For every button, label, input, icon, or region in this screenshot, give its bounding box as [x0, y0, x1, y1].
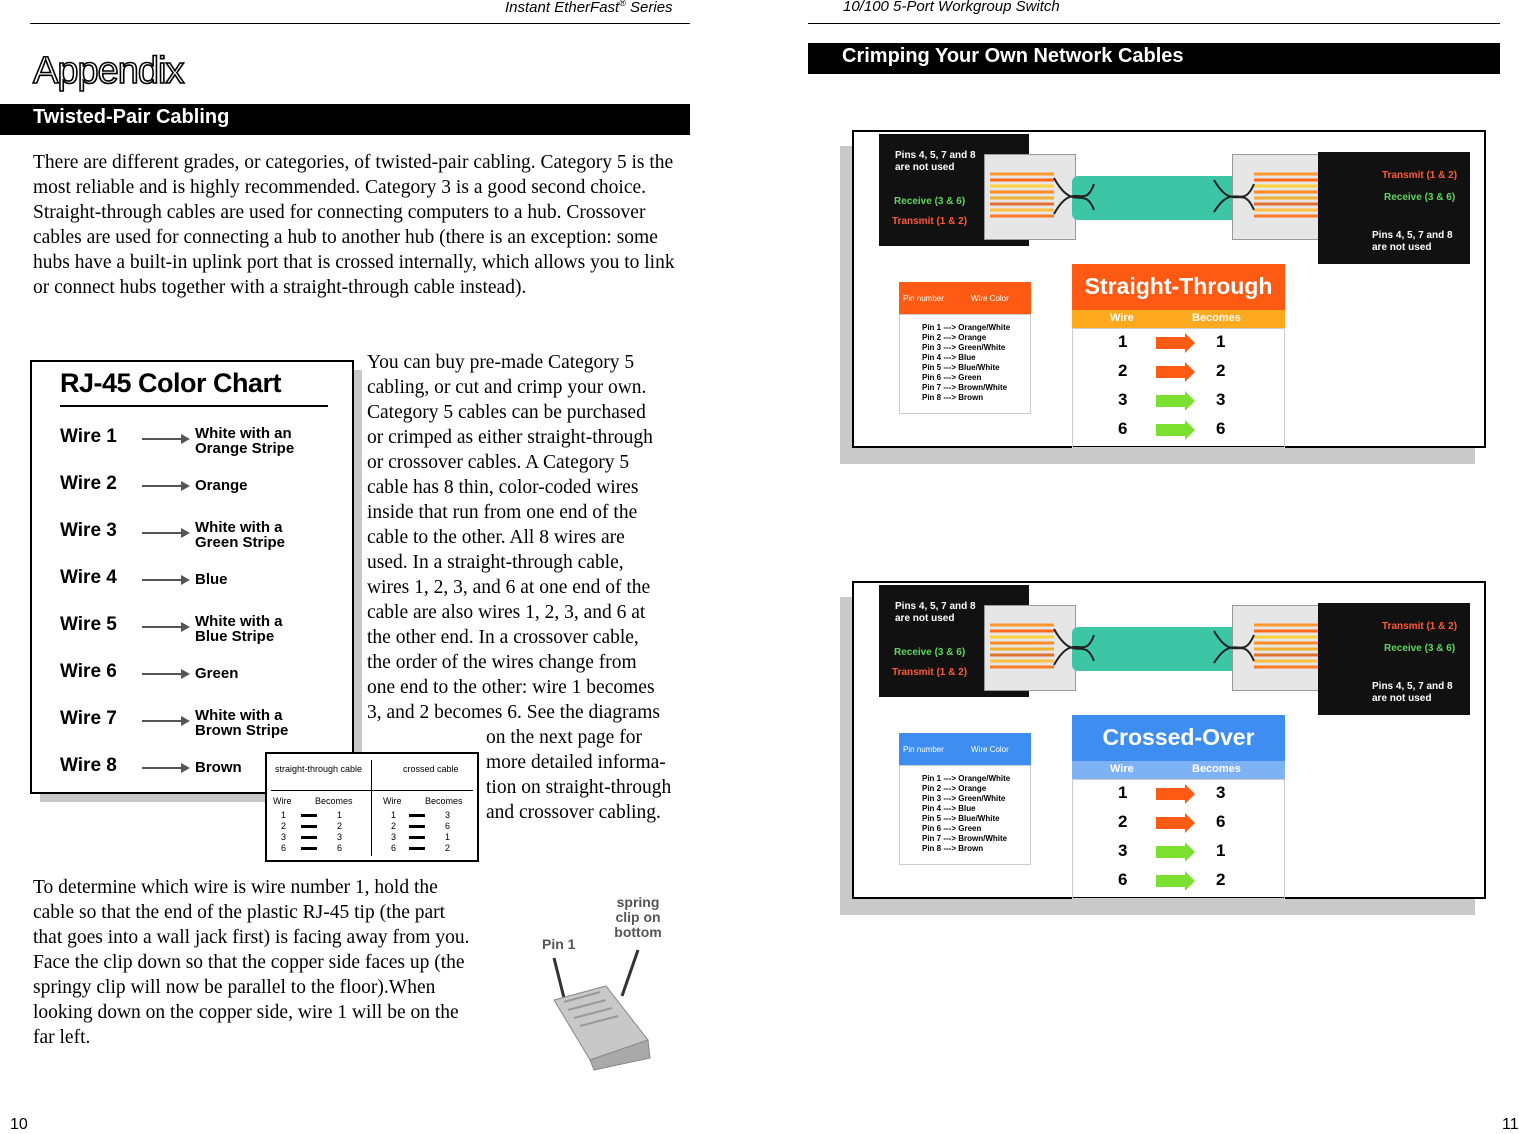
wire-number: 1 — [1118, 332, 1128, 351]
text-line: cable to the other. All 8 wires are — [367, 527, 625, 548]
pin1-label: Pin 1 — [542, 936, 576, 952]
text-line: the order of the wires change from — [367, 652, 637, 673]
text-line: looking down on the copper side, wire 1 will be on the — [33, 1002, 459, 1023]
wire-color-line: White with a — [195, 519, 283, 536]
mini-cell: 2 — [281, 821, 287, 831]
mini-head-straight: straight-through cable — [275, 764, 363, 774]
mini-head-crossed: crossed cable — [403, 764, 459, 774]
mini-bar-icon — [409, 814, 425, 817]
pin-row: Pin 6 ---> Green — [922, 824, 982, 833]
becomes-number: 2 — [1216, 361, 1226, 380]
text-line: spring — [616, 894, 660, 910]
text-line: tion on straight-through — [486, 777, 672, 798]
wire-color-line: Blue Stripe — [195, 628, 275, 645]
registered-mark: ® — [619, 0, 626, 8]
wire-label: Wire 3 — [60, 520, 117, 541]
text-line: inside that run from one end of the — [367, 502, 638, 523]
wire-color-line: Green — [195, 665, 239, 682]
wire-color-line: Green Stripe — [195, 534, 286, 551]
col-wire-label: Wire — [1110, 312, 1134, 324]
mini-cell: 1 — [445, 832, 451, 842]
text-line: cable has 8 thin, color-coded wires — [367, 477, 639, 498]
wire-label: Wire 8 — [60, 755, 117, 776]
rj45-color-chart — [30, 360, 354, 794]
text-line: To determine which wire is wire number 1, hold the — [33, 877, 438, 898]
wire-color-line: White with an — [195, 425, 292, 442]
left-transmit-label: Transmit (1 & 2) — [892, 667, 968, 678]
right-head-rule — [808, 23, 1500, 24]
page-title: Appendix — [33, 50, 184, 92]
running-head-text: Instant EtherFast — [505, 0, 620, 16]
left-receive-label: Receive (3 & 6) — [894, 196, 966, 207]
wire-number: 6 — [1118, 870, 1128, 889]
pin-row: Pin 2 ---> Orange — [922, 784, 987, 793]
mini-bar-icon — [409, 847, 425, 850]
arrow-icon — [1156, 337, 1186, 349]
arrow-icon — [1156, 846, 1186, 858]
block-line: Pins 4, 5, 7 and 8 — [1372, 681, 1453, 692]
wire-color — [195, 708, 288, 738]
category5-tail-lines — [486, 725, 691, 825]
mini-divider — [371, 760, 372, 856]
right-transmit-label: Transmit (1 & 2) — [1382, 621, 1458, 632]
wire-label: Wire 4 — [60, 567, 117, 588]
text-line: that goes into a wall jack first) is facing away from you. — [33, 927, 470, 948]
text-line: cable are also wires 1, 2, 3, and 6 at — [367, 602, 646, 623]
rj45-plug-illustration — [540, 890, 690, 1075]
pin-row: Pin 4 ---> Blue — [922, 804, 976, 813]
becomes-number: 6 — [1216, 419, 1226, 438]
right-info-block — [1318, 152, 1470, 264]
pin-row: Pin 7 ---> Brown/White — [922, 834, 1008, 843]
mini-cell: 1 — [281, 810, 287, 820]
wire-number: 3 — [1118, 390, 1128, 409]
text-line: wires 1, 2, 3, and 6 at one end of the — [367, 577, 651, 598]
pin-row: Pin 8 ---> Brown — [922, 844, 984, 853]
pin-table-head — [899, 733, 1031, 765]
pin-row: Pin 7 ---> Brown/White — [922, 383, 1008, 392]
becomes-number: 3 — [1216, 390, 1226, 409]
mini-cell: 2 — [337, 821, 343, 831]
col-wire-label: Wire — [1110, 763, 1134, 775]
section-title-crimping: Crimping Your Own Network Cables — [842, 45, 1184, 67]
pin-row: Pin 5 ---> Blue/White — [922, 814, 1000, 823]
text-line: 3, and 2 becomes 6. See the diagrams — [367, 702, 660, 723]
arrow-icon — [1156, 788, 1186, 800]
arrow-icon — [1156, 424, 1186, 436]
left-running-head — [505, 0, 673, 16]
text-line: on the next page for — [486, 727, 642, 748]
col-becomes-label: Becomes — [1192, 763, 1241, 775]
text-line: springy clip will now be parallel to the floor).When — [33, 977, 436, 998]
wire-color-line: Orange Stripe — [195, 440, 295, 457]
wire-arrow-icon — [142, 438, 188, 440]
block-line: are not used — [895, 162, 955, 173]
wire-color — [195, 760, 242, 775]
block-line: are not used — [1372, 242, 1432, 253]
mini-col-wire-right: Wire — [383, 796, 402, 806]
straight-cable-figure — [852, 130, 1486, 448]
left-receive-label: Receive (3 & 6) — [894, 647, 966, 658]
text-line: and crossover cabling. — [486, 802, 661, 823]
mini-bar-icon — [409, 836, 425, 839]
text-line: Face the clip down so that the copper side faces up (the — [33, 952, 465, 973]
col-becomes-label: Becomes — [1192, 312, 1241, 324]
left-head-rule — [30, 23, 690, 24]
pin-row: Pin 1 ---> Orange/White — [922, 323, 1011, 332]
mini-cell: 1 — [391, 810, 397, 820]
text-line: or crossover cables. A Category 5 — [367, 452, 630, 473]
arrow-icon — [1156, 395, 1186, 407]
mini-head-rule — [271, 790, 473, 791]
page-number-right: 11 — [1502, 1116, 1519, 1133]
pin-table — [899, 314, 1031, 414]
becomes-number: 3 — [1216, 783, 1226, 802]
wire-color — [195, 572, 228, 587]
right-receive-label: Receive (3 & 6) — [1384, 192, 1456, 203]
mini-cell: 6 — [281, 843, 287, 853]
mini-cell: 6 — [337, 843, 343, 853]
wire-label: Wire 2 — [60, 473, 117, 494]
mini-col-becomes-right: Becomes — [425, 796, 463, 806]
wire-color-line: Brown Stripe — [195, 722, 289, 739]
wire-color-line: Brown — [195, 759, 242, 776]
pin-head-color: Wire Color — [971, 745, 1009, 754]
wire-number: 6 — [1118, 419, 1128, 438]
wire-color-line: Blue — [195, 571, 228, 588]
wire-number: 2 — [1118, 361, 1128, 380]
plug-sketch-icon — [540, 890, 690, 1075]
mini-cell: 3 — [281, 832, 287, 842]
becomes-subhead — [1072, 761, 1285, 779]
wire-label: Wire 7 — [60, 708, 117, 729]
text-line: Category 5 cables can be purchased — [367, 402, 646, 423]
wire-number: 3 — [1118, 841, 1128, 860]
becomes-number: 6 — [1216, 812, 1226, 831]
wire-arrow-icon — [142, 626, 188, 628]
wire-arrow-icon — [142, 673, 188, 675]
wire-color — [195, 666, 238, 681]
category5-paragraph-tail — [486, 725, 691, 825]
right-receive-label: Receive (3 & 6) — [1384, 643, 1456, 654]
becomes-number: 1 — [1216, 332, 1226, 351]
rj45-chart-title: RJ-45 Color Chart — [60, 368, 282, 398]
mini-bar-icon — [409, 825, 425, 828]
pin-table-head — [899, 282, 1031, 314]
block-line: Pins 4, 5, 7 and 8 — [895, 601, 976, 612]
block-line: are not used — [895, 613, 955, 624]
mini-bar-icon — [301, 836, 317, 839]
text-line: one end to the other: wire 1 becomes — [367, 677, 655, 698]
pin-head-color: Wire Color — [971, 294, 1009, 303]
category5-paragraph — [367, 350, 689, 725]
rj45-title-underline — [60, 405, 328, 407]
wire-strands-icon — [984, 605, 1324, 691]
wire-strands-icon — [984, 154, 1324, 240]
mini-col-wire-left: Wire — [273, 796, 292, 806]
wire-arrow-icon — [142, 720, 188, 722]
wire-label: Wire 5 — [60, 614, 117, 635]
wire-arrow-icon — [142, 532, 188, 534]
wire-color — [195, 614, 283, 644]
text-line: You can buy pre-made Category 5 — [367, 352, 635, 373]
pin-head-number: Pin number — [903, 294, 944, 303]
text-line: used. In a straight-through cable, — [367, 552, 624, 573]
right-info-block — [1318, 603, 1470, 715]
category5-lines — [367, 350, 689, 725]
wire-one-paragraph — [33, 875, 513, 1050]
mini-col-becomes-left: Becomes — [315, 796, 353, 806]
mini-cell: 3 — [445, 810, 451, 820]
text-line: the other end. In a crossover cable, — [367, 627, 639, 648]
left-transmit-label: Transmit (1 & 2) — [892, 216, 968, 227]
wire-comparison-table — [265, 752, 479, 862]
intro-paragraph: There are different grades, or categories, of twisted-pair cabling. Category 5 is the most reliable and is highly recommended. Category 3 is a good second choice. Straight-through cables are used for connecting computers to a hub. Crossover cables are used for connecting a hub to another hub (there is an exception: some hubs have a built-in uplink port that is crossed internally, which allows you to link or connect hubs together with a straight-through cable instead). — [33, 152, 675, 298]
mini-cell: 3 — [391, 832, 397, 842]
pin-row: Pin 6 ---> Green — [922, 373, 982, 382]
page-number-left: 10 — [10, 1116, 28, 1133]
pin-row: Pin 4 ---> Blue — [922, 353, 976, 362]
mini-bar-icon — [301, 814, 317, 817]
arrow-icon — [1156, 817, 1186, 829]
mini-cell: 6 — [445, 821, 451, 831]
becomes-heading: Straight-Through — [1072, 264, 1285, 314]
wire-arrow-icon — [142, 579, 188, 581]
wire-number: 2 — [1118, 812, 1128, 831]
wire-color — [195, 520, 285, 550]
becomes-subhead — [1072, 310, 1285, 328]
wire-label: Wire 1 — [60, 426, 117, 447]
pin-row: Pin 5 ---> Blue/White — [922, 363, 1000, 372]
mini-cell: 6 — [391, 843, 397, 853]
text-line: clip on — [615, 909, 661, 925]
right-transmit-label: Transmit (1 & 2) — [1382, 170, 1458, 181]
section-bar-crimping — [808, 43, 1500, 74]
wire-label: Wire 6 — [60, 661, 117, 682]
wire-color-line: White with a — [195, 613, 283, 630]
wire-color-line: Orange — [195, 477, 248, 494]
becomes-heading: Crossed-Over — [1072, 715, 1285, 765]
section-title: Twisted-Pair Cabling — [33, 106, 230, 128]
wire-color — [195, 426, 294, 456]
mini-bar-icon — [301, 825, 317, 828]
mini-bar-icon — [301, 847, 317, 850]
wire-arrow-icon — [142, 485, 188, 487]
wire-number: 1 — [1118, 783, 1128, 802]
wire-color-line: White with a — [195, 707, 283, 724]
pin-row: Pin 3 ---> Green/White — [922, 794, 1006, 803]
pin-row: Pin 8 ---> Brown — [922, 393, 984, 402]
text-line: bottom — [614, 924, 662, 940]
text-line: far left. — [33, 1027, 91, 1048]
text-line: cabling, or cut and crimp your own. — [367, 377, 647, 398]
pin-row: Pin 3 ---> Green/White — [922, 343, 1006, 352]
right-running-head: 10/100 5-Port Workgroup Switch — [843, 0, 1060, 15]
block-line: Pins 4, 5, 7 and 8 — [895, 150, 976, 161]
becomes-number: 2 — [1216, 870, 1226, 889]
mini-cell: 1 — [337, 810, 343, 820]
mini-cell: 3 — [337, 832, 343, 842]
text-line: cable so that the end of the plastic RJ-45 tip (the part — [33, 902, 446, 923]
pin-row: Pin 2 ---> Orange — [922, 333, 987, 342]
arrow-icon — [1156, 875, 1186, 887]
pin-table — [899, 765, 1031, 865]
section-bar-twisted-pair — [0, 104, 690, 135]
text-line: more detailed informa- — [486, 752, 666, 773]
crossed-cable-figure — [852, 581, 1486, 899]
text-line: or crimped as either straight-through — [367, 427, 653, 448]
pin-row: Pin 1 ---> Orange/White — [922, 774, 1011, 783]
wire-color — [195, 478, 248, 493]
arrow-icon — [1156, 366, 1186, 378]
mini-cell: 2 — [391, 821, 397, 831]
wire-one-lines — [33, 875, 513, 1050]
becomes-number: 1 — [1216, 841, 1226, 860]
running-head-tail: Series — [625, 0, 673, 16]
pin-head-number: Pin number — [903, 745, 944, 754]
block-line: Pins 4, 5, 7 and 8 — [1372, 230, 1453, 241]
wire-arrow-icon — [142, 767, 188, 769]
mini-cell: 2 — [445, 843, 451, 853]
block-line: are not used — [1372, 693, 1432, 704]
